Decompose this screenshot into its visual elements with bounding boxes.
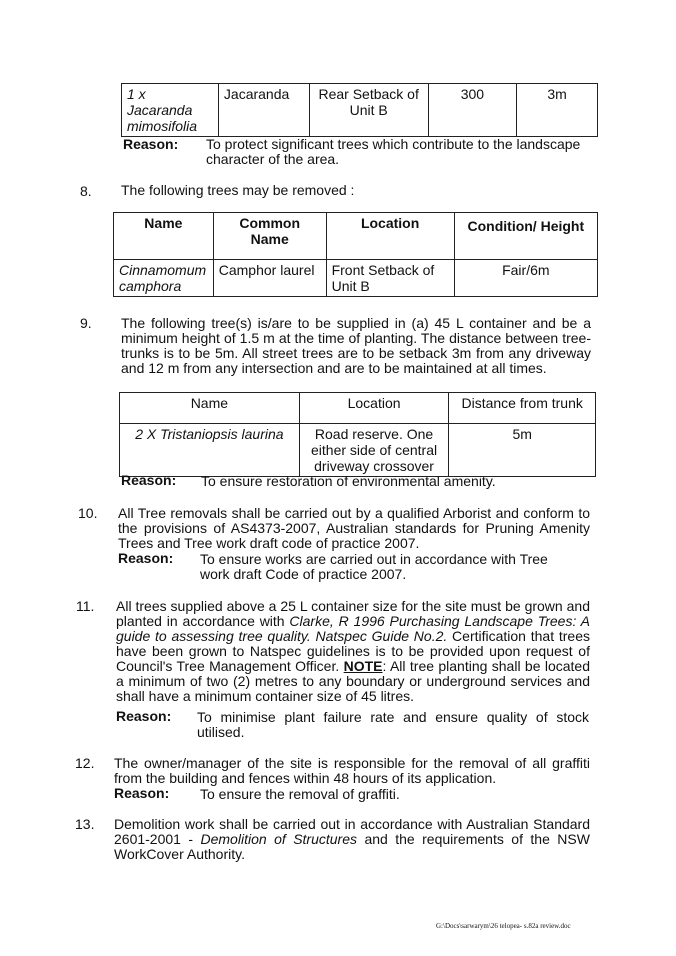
tree-species: Jacaranda mimosifolia bbox=[127, 102, 198, 134]
item-text-part: All trees supplied above a 25 L container size for the site must be grown and planted in accordance with bbox=[116, 598, 590, 629]
header-common-name: Common Name bbox=[213, 213, 326, 260]
item-text-part: : All tree planting shall be located a minimum of two (2) metres to any boundary or underground services and shall have a minimum container size of 45 litres. bbox=[116, 658, 590, 704]
item-text: The following trees may be removed : bbox=[121, 182, 355, 198]
condition-cell: Fair/6m bbox=[454, 260, 597, 297]
reason-label: Reason: bbox=[114, 785, 170, 801]
item-number: 10. bbox=[78, 505, 98, 521]
item-text bbox=[116, 599, 590, 704]
common-name-cell: Jacaranda bbox=[218, 84, 309, 137]
reason-label: Reason: bbox=[118, 550, 174, 566]
table-row bbox=[114, 260, 598, 297]
reason-text: To ensure restoration of environmental amenity. bbox=[201, 473, 496, 489]
item-text-part: Certification that trees have been grown to Natspec guidelines is to be provided upon request of Council's Tree Management Officer. bbox=[116, 628, 590, 674]
item-text: All Tree removals shall be carried out by a qualified Arborist and conform to the provisions of AS4373-2007, Australian standards for Pruning Amenity Trees and Tree work draft code of practice 2007. bbox=[118, 505, 590, 551]
tree-name-cell: 2 X Tristaniopsis laurina bbox=[120, 424, 300, 477]
table-row bbox=[120, 424, 596, 477]
header-distance: Distance from trunk bbox=[449, 393, 596, 424]
file-path-footer: G:\Docs\sarwarym\26 telopea- s.82a review.doc bbox=[436, 922, 571, 930]
item-text-part: and the requirements of the NSW WorkCover Authority. bbox=[114, 831, 590, 862]
dimension-cell: 300 bbox=[428, 84, 517, 137]
item-number: 11. bbox=[76, 598, 95, 614]
reason-text: To ensure the removal of graffiti. bbox=[200, 786, 400, 802]
header-location: Location bbox=[299, 393, 449, 424]
tree-quantity: 1 x bbox=[127, 86, 146, 102]
reason-text: To minimise plant failure rate and ensure quality of stock utilised. bbox=[197, 709, 589, 740]
height-cell: 3m bbox=[517, 84, 598, 137]
item-number: 12. bbox=[75, 755, 95, 771]
item-number: 13. bbox=[75, 816, 95, 832]
table-row bbox=[122, 84, 598, 137]
reference-citation: Demolition of Structures bbox=[200, 831, 357, 847]
tree-name-cell: Cinnamomum camphora bbox=[114, 260, 214, 297]
reason-text: To ensure works are carried out in accordance with Tree work draft Code of practice 2007. bbox=[200, 551, 548, 582]
table-header-row bbox=[114, 213, 598, 260]
planting-trees-table bbox=[119, 392, 596, 477]
item-text bbox=[114, 817, 590, 862]
note-label: NOTE bbox=[343, 658, 383, 674]
tree-name-cell bbox=[122, 84, 219, 137]
common-name-cell: Camphor laurel bbox=[213, 260, 326, 297]
location-cell: Rear Setback of Unit B bbox=[309, 84, 428, 137]
location-cell: Road reserve. One either side of central driveway crossover bbox=[299, 424, 449, 477]
significant-trees-table bbox=[121, 83, 598, 137]
reference-citation: Clarke, R 1996 Purchasing Landscape Trees: A guide to assessing tree quality. Natspec Guide No.2. bbox=[116, 613, 590, 644]
item-text-part: Demolition work shall be carried out in accordance with Australian Standard 2601-2001 - bbox=[114, 816, 590, 847]
header-name: Name bbox=[114, 213, 214, 260]
item-text: The following tree(s) is/are to be supplied in (a) 45 L container and be a minimum height of 1.5 m at the time of planting. The distance between tree-trunks is to be 5m. All street trees are to be setback 3m from any driveway and 12 m from any intersection and are to be maintained at all times. bbox=[121, 315, 591, 376]
removable-trees-table bbox=[113, 212, 598, 297]
item-text: The owner/manager of the site is responsible for the removal of all graffiti from the building and fences within 48 hours of its application. bbox=[114, 755, 590, 786]
header-location: Location bbox=[326, 213, 454, 260]
reason-text: To protect significant trees which contribute to the landscape character of the area. bbox=[206, 136, 581, 167]
header-name: Name bbox=[120, 393, 300, 424]
table-header-row bbox=[120, 393, 596, 424]
item-number: 9. bbox=[80, 315, 92, 331]
reason-label: Reason: bbox=[123, 136, 179, 152]
item-number: 8. bbox=[80, 183, 92, 199]
distance-cell: 5m bbox=[449, 424, 596, 477]
reason-label: Reason: bbox=[121, 472, 177, 488]
header-condition: Condition/ Height bbox=[454, 213, 597, 260]
location-cell: Front Setback of Unit B bbox=[326, 260, 454, 297]
reason-label: Reason: bbox=[116, 708, 172, 724]
